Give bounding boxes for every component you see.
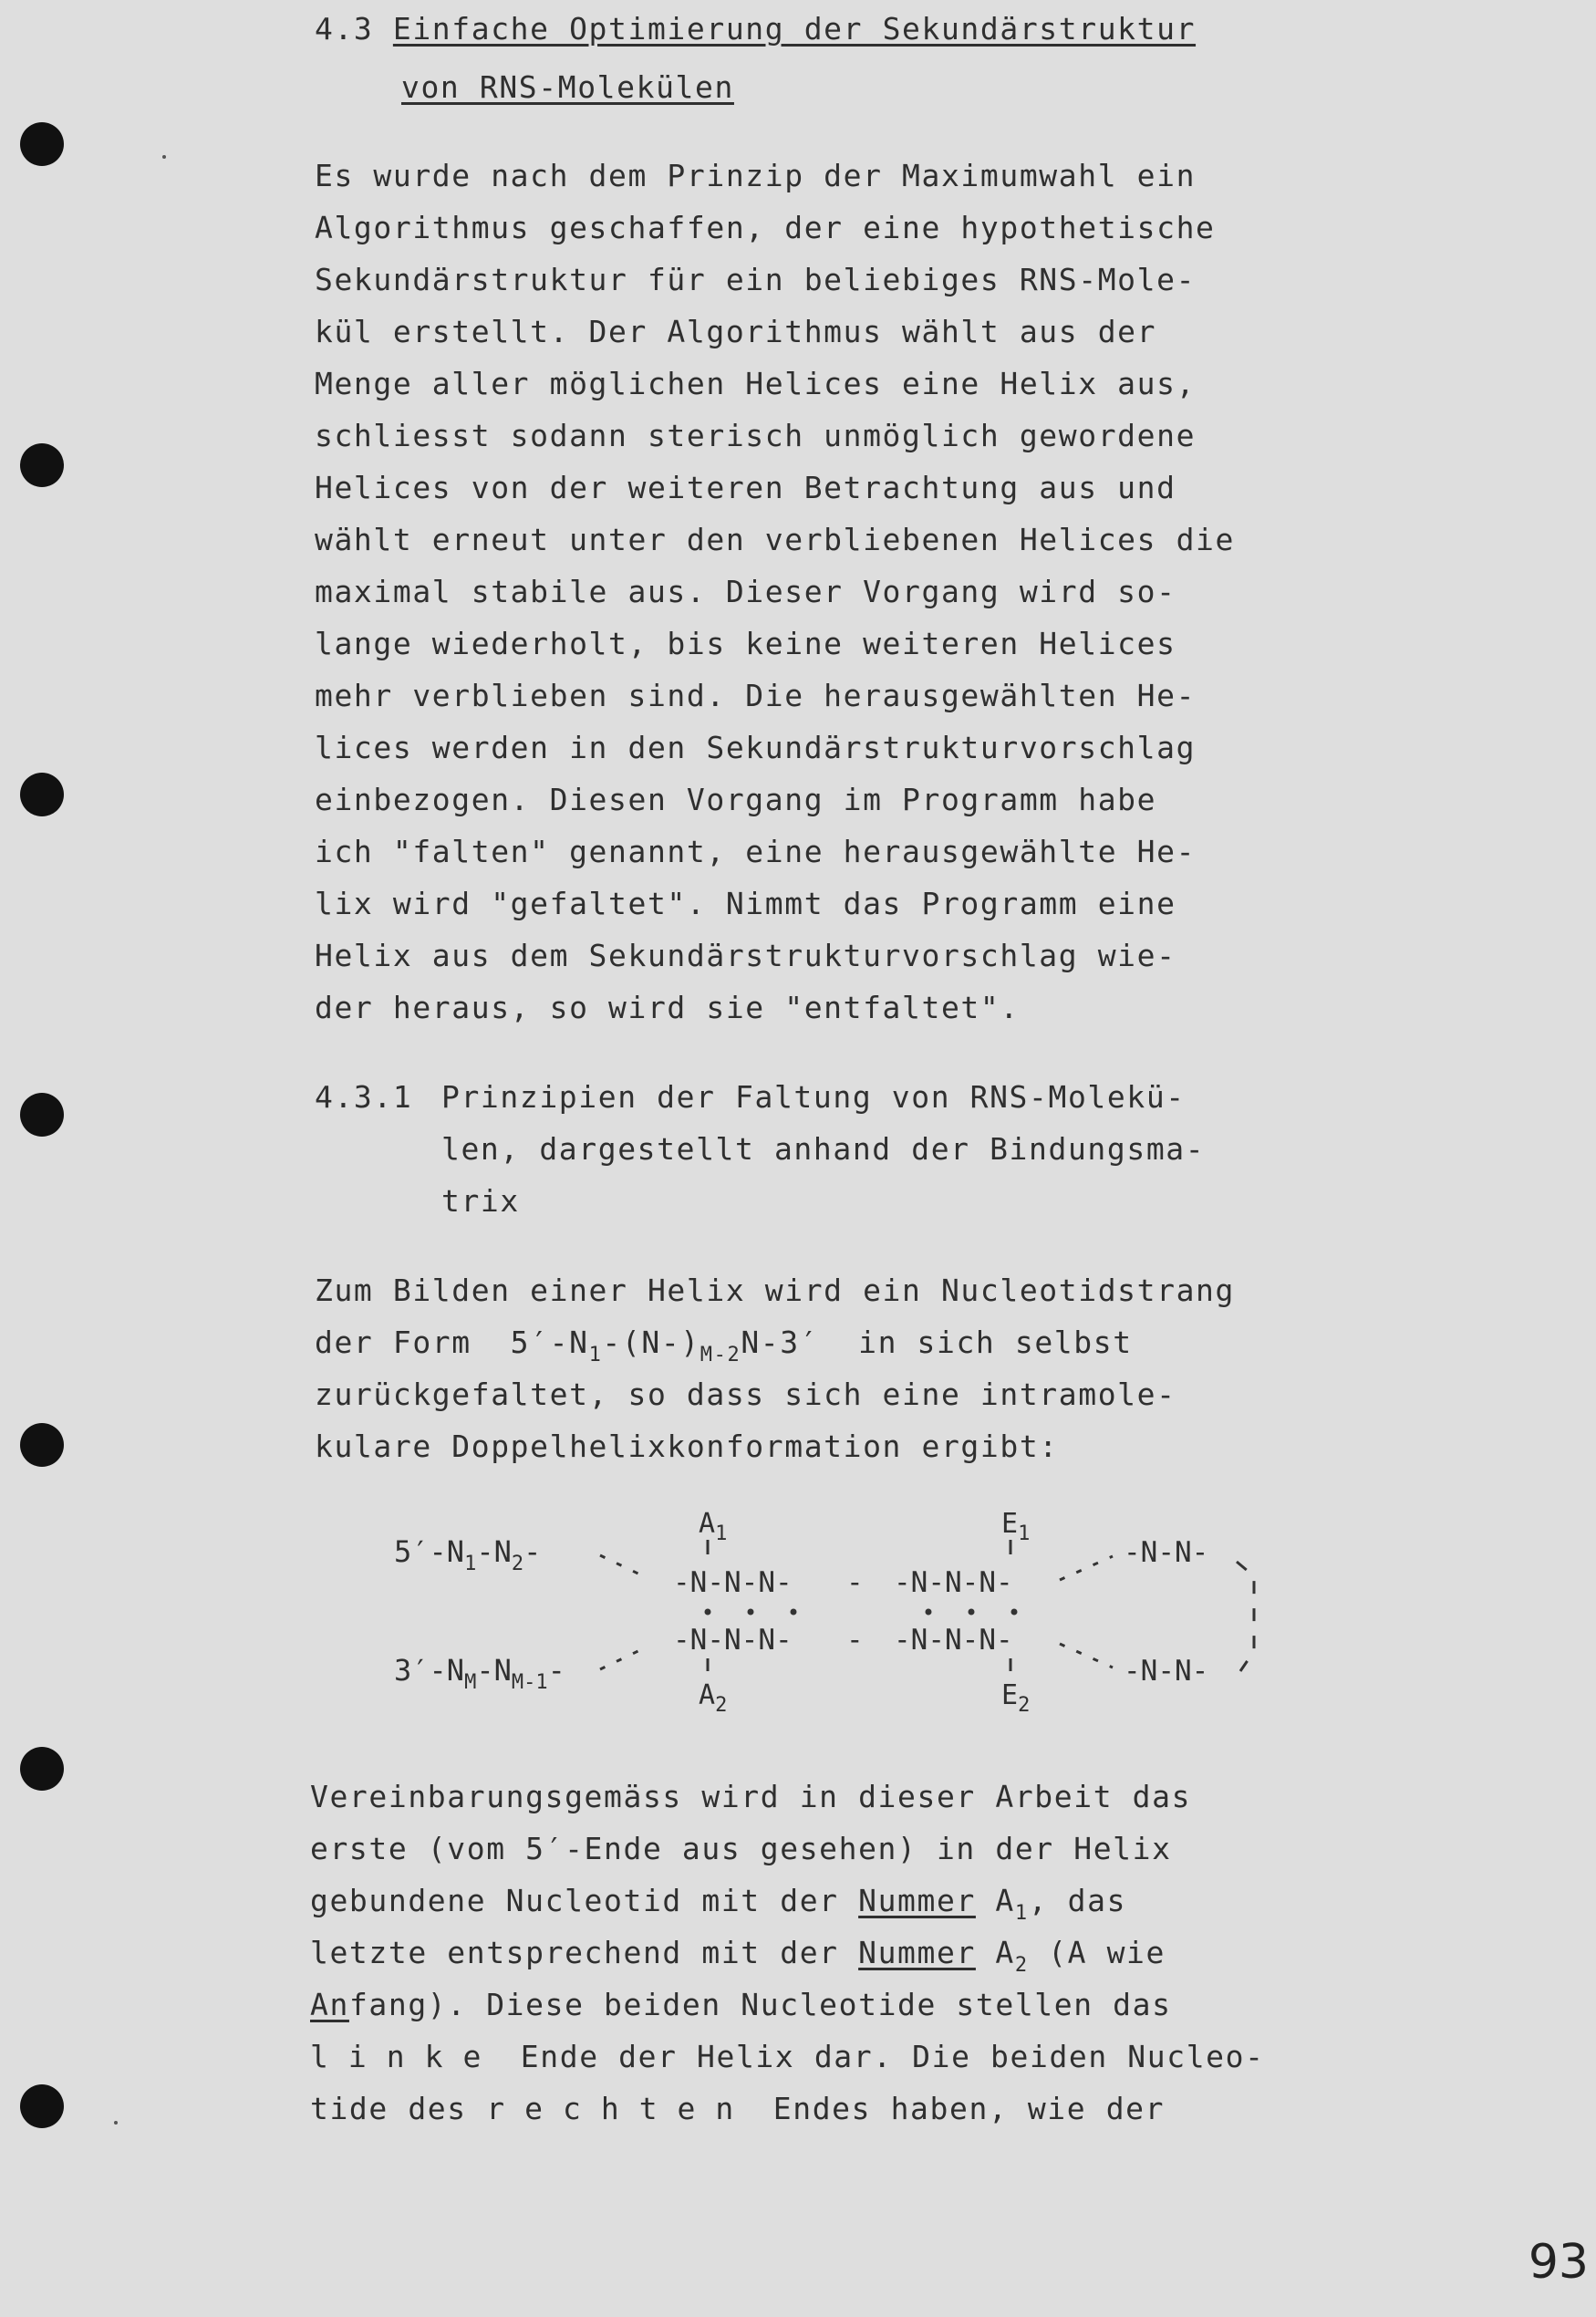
text-run: fang). Diese beiden Nucleotide stellen das [348,1987,1172,2022]
subsection-title-line: trix [441,1183,520,1219]
helix-bottom-right: -N-N-N- [894,1624,1013,1657]
text-line: erste (vom 5′-Ende aus gesehen) in der Helix [310,1831,1172,1866]
subscript: 2 [1014,1954,1029,1977]
spaced-emphasis: rechten [486,2091,754,2126]
text-run: Ende der Helix dar. Die beiden Nucleo- [501,2039,1265,2074]
text-line: Menge aller möglichen Helices eine Helix aus, [315,366,1197,401]
text-run: (A wie [1028,1935,1166,1970]
text-line: mehr verblieben sind. Die herausgewählten He- [315,678,1197,713]
subsection-title-line: Prinzipien der Faltung von RNS-Molekü- [441,1079,1186,1115]
strand-5-prime: $5'-N_1-N_2-$ [394,1534,542,1575]
text-line: lange wiederholt, bis keine weiteren Helices [315,626,1176,661]
section-title-line2: von RNS-Molekülen [401,69,734,105]
helix-top-left: -N-N-N- [673,1566,793,1599]
text-line: wählt erneut unter den verbliebenen Helices die [315,522,1235,557]
section-number: 4.3 [315,11,374,47]
text-line: Zum Bilden einer Helix wird ein Nucleotidstrang [315,1273,1235,1308]
gap-dash-bottom: - [846,1624,864,1657]
paper-speck [114,2121,118,2125]
connector-bottom-left [600,1647,648,1669]
subsection-number: 4.3.1 [315,1079,413,1115]
punch-hole-1 [20,122,64,166]
punch-hole-3 [20,773,64,816]
text-run: Endes haben, wie der [753,2091,1166,2126]
subsection-title-line: len, dargestellt anhand der Bindungsma- [441,1131,1206,1167]
helix-top-right: -N-N-N- [894,1566,1013,1599]
punch-hole-4 [20,1093,64,1137]
text-line: der heraus, so wird sie "entfaltet". [315,990,1020,1025]
text-line: zurückgefaltet, so dass sich eine intramole- [315,1377,1176,1412]
loop-top: -N-N- [1124,1536,1209,1569]
connector-top-right [1060,1556,1113,1580]
formula-text: N-3′ in sich selbst [741,1325,1133,1360]
text-line: kulare Doppelhelixkonformation ergibt: [315,1429,1059,1464]
loop-bottom: -N-N- [1124,1655,1209,1688]
label-A2: $A_2$ [699,1679,728,1717]
section-heading [315,11,1196,47]
base-pair-dots-right [926,1609,1018,1616]
gap-dash-top: - [846,1566,864,1599]
text-run: , das [1028,1883,1127,1918]
formula-subscript: M-2 [700,1344,741,1366]
formula-subscript: 1 [588,1344,603,1366]
punch-hole-2 [20,443,64,487]
formula-line [315,1325,1133,1366]
text-line: einbezogen. Diesen Vorgang im Programm habe [315,782,1157,817]
text-line: lix wird "gefaltet". Nimmt das Programm eine [315,886,1176,921]
paper-speck [162,155,166,159]
text-line: Helices von der weiteren Betrachtung aus und [315,470,1176,505]
text-line: Es wurde nach dem Prinzip der Maximumwahl ein [315,158,1197,193]
text-line: maximal stabile aus. Dieser Vorgang wird so- [315,574,1176,609]
strand-3-prime: $3'-N_M-N_{M-1}-$ [394,1653,565,1694]
text-run: A [975,1935,1015,1970]
underlined-term: Nummer [858,1883,976,1918]
text-line [310,1935,1166,1976]
hairpin-helix-diagram [383,1505,1277,1724]
formula-text: -(N-) [602,1325,700,1360]
formula-text: der Form 5′-N [315,1325,589,1360]
text-line: Sekundärstruktur für ein beliebiges RNS-Mole- [315,262,1197,297]
label-E2: $E_2$ [1001,1679,1031,1717]
text-line [310,1987,1172,2023]
underlined-term: Nummer [858,1935,976,1970]
punch-hole-6 [20,1747,64,1791]
text-line [310,2039,1265,2075]
connector-top-left [600,1555,648,1578]
text-line: kül erstellt. Der Algorithmus wählt aus der [315,314,1157,349]
label-A1: $A_1$ [699,1508,728,1545]
punch-hole-5 [20,1423,64,1467]
text-line [310,1883,1126,1924]
page-number: 93 [1528,2235,1589,2290]
punch-hole-7 [20,2084,64,2128]
text-line: schliesst sodann sterisch unmöglich gewordene [315,418,1197,453]
text-run: tide des [310,2091,487,2126]
text-run: letzte entsprechend mit der [310,1935,859,1970]
base-pair-dots-left [705,1609,797,1616]
section-heading-line2 [401,69,734,106]
text-line: Helix aus dem Sekundärstrukturvorschlag wie- [315,938,1176,973]
text-line: lices werden in den Sekundärstrukturvorschlag [315,730,1197,765]
text-line: Algorithmus geschaffen, der eine hypothetische [315,210,1216,245]
spaced-emphasis: linke [310,2039,502,2074]
text-line [310,2091,1165,2127]
text-line: Vereinbarungsgemäss wird in dieser Arbeit das [310,1779,1192,1814]
text-run: gebundene Nucleotid mit der [310,1883,859,1918]
underlined-term: An [310,1987,349,2022]
section-title-line1: Einfache Optimierung der Sekundärstruktur [392,11,1197,47]
helix-bottom-left: -N-N-N- [673,1624,793,1657]
text-line: ich "falten" genannt, eine herausgewählte He- [315,834,1197,869]
text-run: A [975,1883,1015,1918]
label-E1: $E_1$ [1001,1508,1031,1545]
loop-connector [1237,1562,1254,1671]
subscript: 1 [1014,1902,1029,1925]
connector-bottom-right [1060,1644,1113,1668]
